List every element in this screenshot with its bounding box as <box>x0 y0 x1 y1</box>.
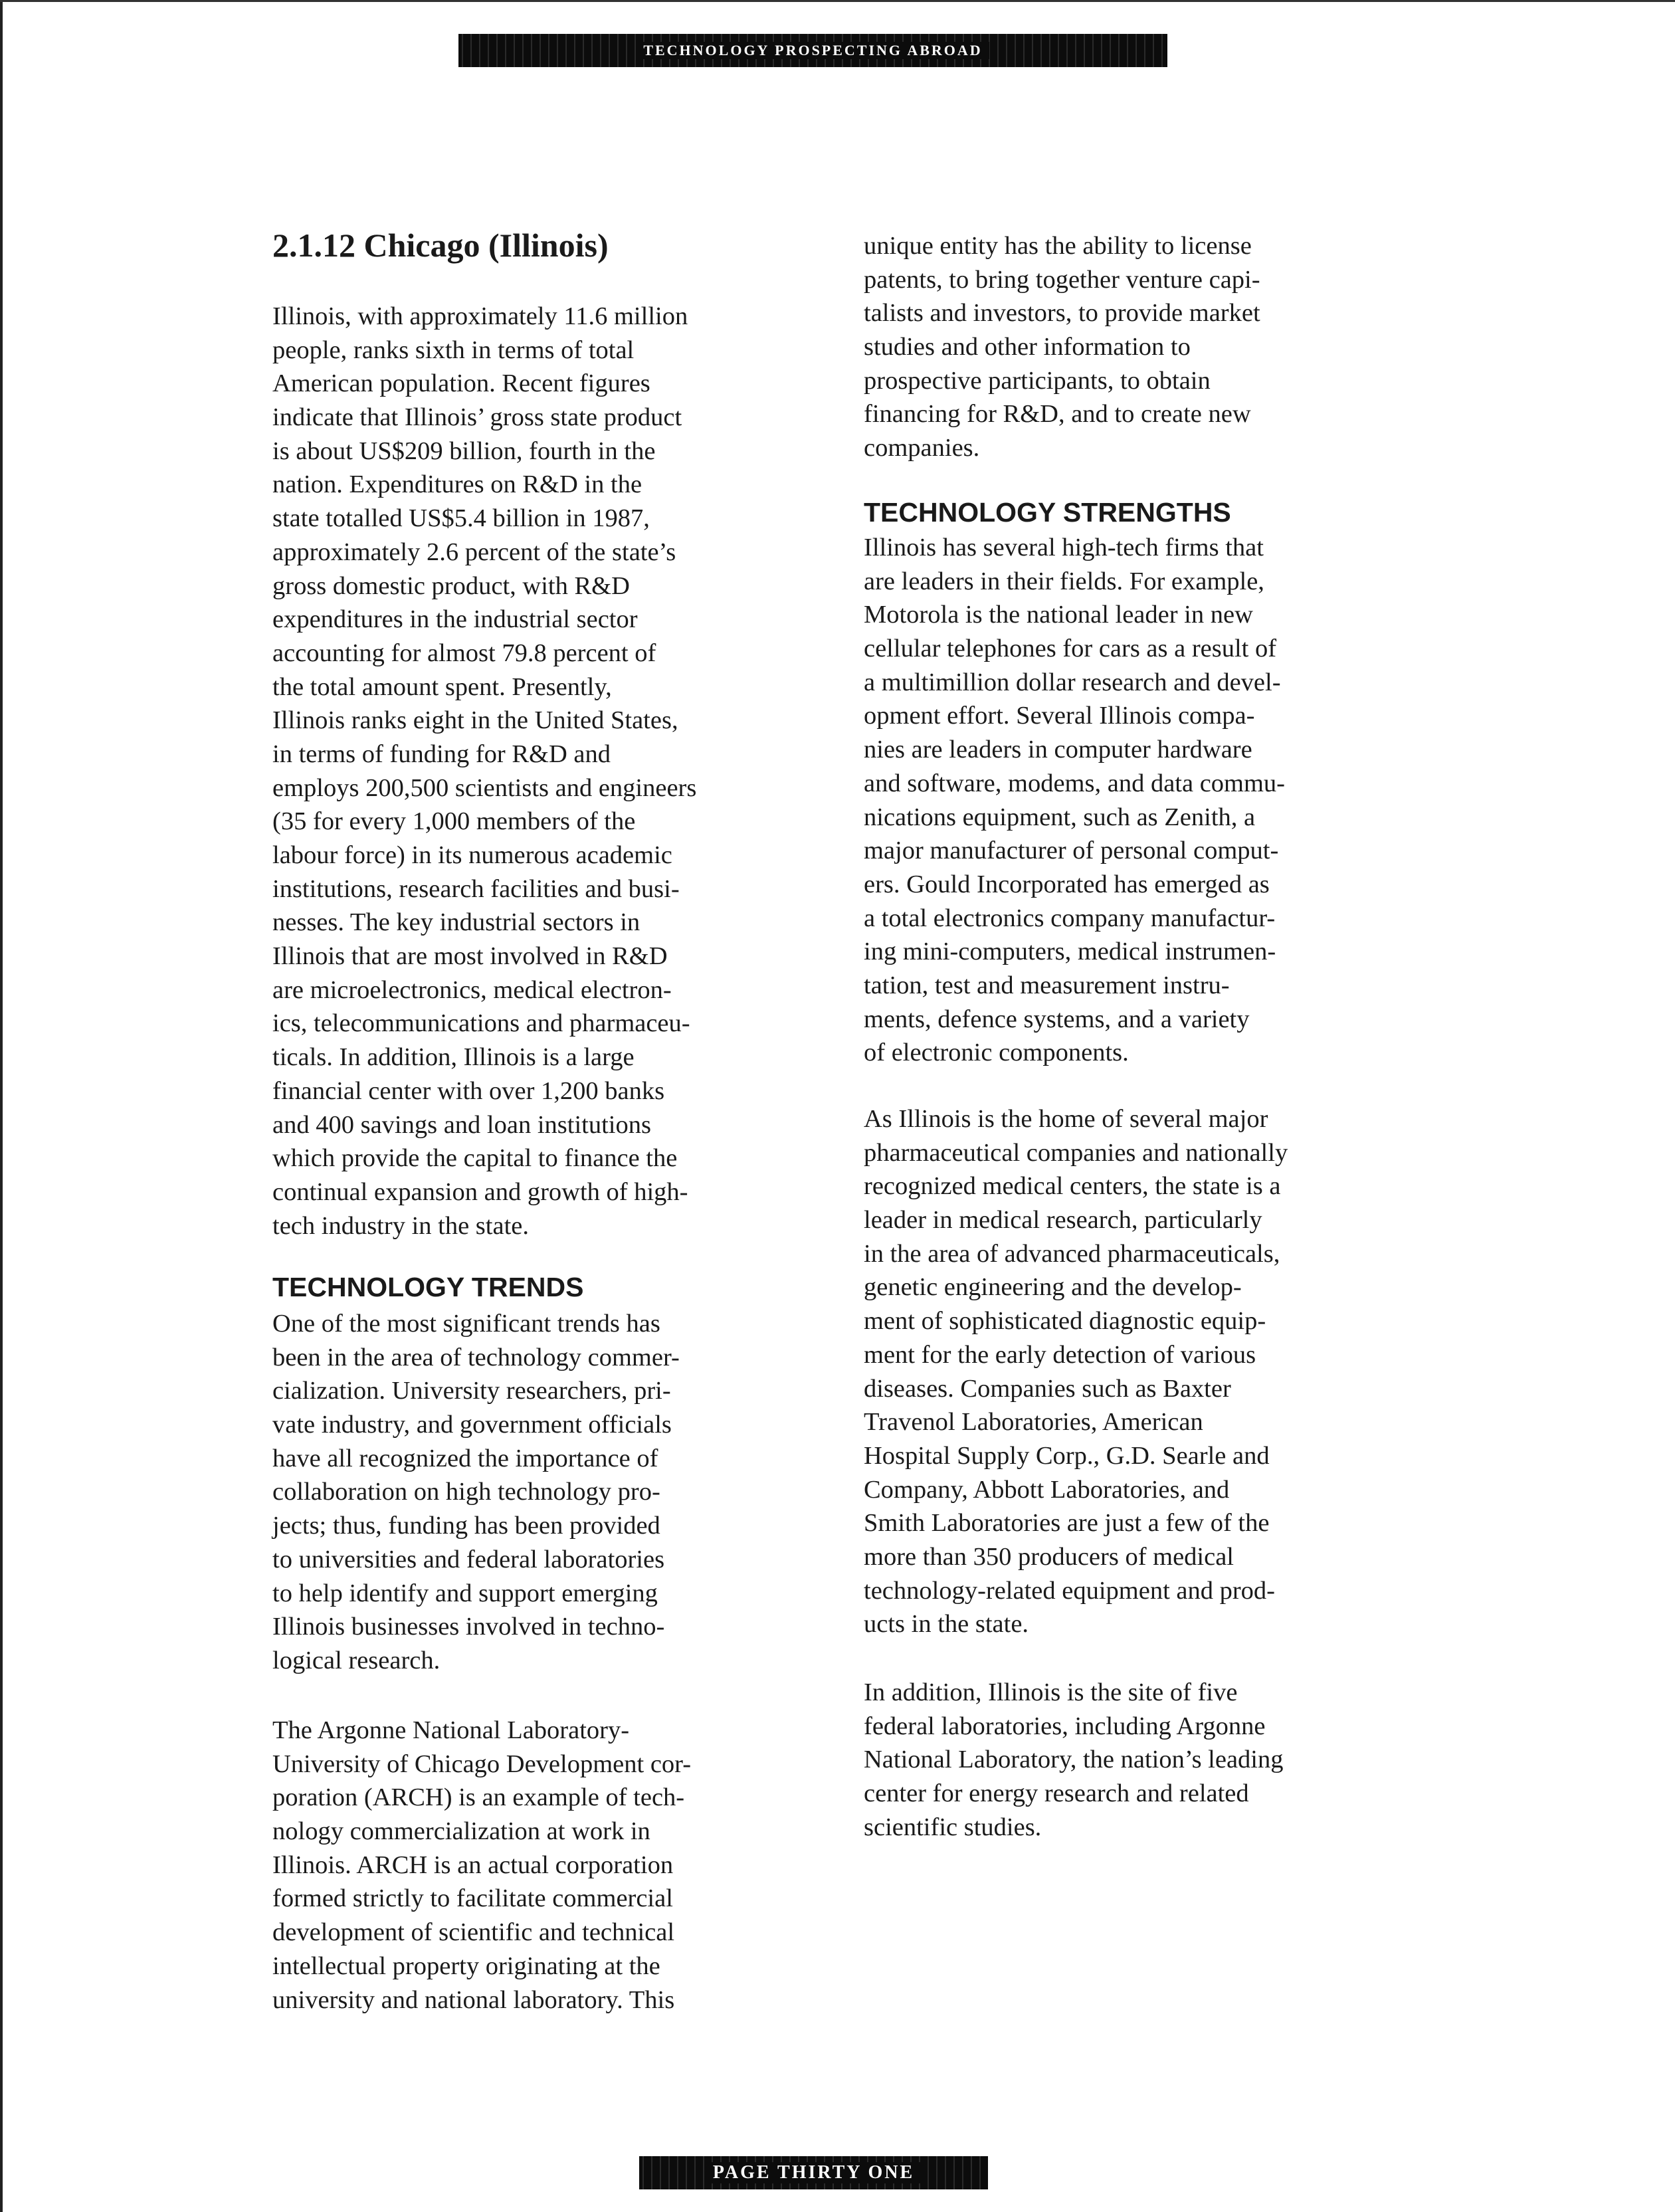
text-line: National Laboratory, the nation’s leading <box>864 1746 1284 1774</box>
text-line: jects; thus, funding has been provided <box>272 1512 660 1540</box>
text-line: Illinois. ARCH is an actual corporation <box>272 1851 674 1879</box>
text-line: center for energy research and related <box>864 1779 1249 1808</box>
text-line: logical research. <box>272 1646 441 1674</box>
text-line: and software, modems, and data commu- <box>864 769 1285 797</box>
page-number-text: PAGE THIRTY ONE <box>706 2162 921 2183</box>
text-line: the total amount spent. Presently, <box>272 672 612 701</box>
text-line: The Argonne National Laboratory- <box>272 1716 630 1744</box>
text-line: to help identify and support emerging <box>272 1579 658 1607</box>
text-line: nology commercialization at work in <box>272 1817 650 1846</box>
text-line: financing for R&D, and to create new <box>864 400 1251 429</box>
text-line: Hospital Supply Corp., G.D. Searle and <box>864 1441 1270 1470</box>
text-line: more than 350 producers of medical <box>864 1542 1234 1571</box>
text-line: cialization. University researchers, pri- <box>272 1377 671 1405</box>
strengths-paragraph <box>864 531 1369 1070</box>
text-line: continual expansion and growth of high- <box>272 1177 688 1206</box>
text-line: In addition, Illinois is the site of five <box>864 1678 1238 1706</box>
text-line: a total electronics company manufactur- <box>864 904 1276 932</box>
medical-paragraph <box>864 1102 1369 1641</box>
text-line: University of Chicago Development cor- <box>272 1750 692 1778</box>
page-top-edge <box>0 0 1675 2</box>
text-line: cellular telephones for cars as a result of <box>864 635 1277 663</box>
text-line: talists and investors, to provide market <box>864 299 1260 328</box>
arch-paragraph <box>272 1714 777 2017</box>
text-line: financial center with over 1,200 banks <box>272 1076 665 1105</box>
text-line: state totalled US$5.4 billion in 1987, <box>272 504 650 533</box>
running-header <box>458 34 1167 67</box>
intro-paragraph <box>272 300 777 1243</box>
text-line: which provide the capital to finance the <box>272 1144 678 1173</box>
text-line: opment effort. Several Illinois compa- <box>864 702 1255 730</box>
text-line: ucts in the state. <box>864 1610 1029 1639</box>
text-line: Illinois that are most involved in R&D <box>272 942 668 971</box>
text-line: studies and other information to <box>864 333 1191 361</box>
text-line: (35 for every 1,000 members of the <box>272 807 636 836</box>
running-header-text: TECHNOLOGY PROSPECTING ABROAD <box>637 42 989 59</box>
text-line: Illinois ranks eight in the United States, <box>272 706 678 735</box>
text-line: been in the area of technology commer- <box>272 1343 680 1371</box>
text-line: have all recognized the importance of <box>272 1444 658 1472</box>
text-line: genetic engineering and the develop- <box>864 1273 1242 1302</box>
page-number-footer <box>639 2156 988 2189</box>
text-line: ments, defence systems, and a variety <box>864 1005 1250 1033</box>
text-line: accounting for almost 79.8 percent of <box>272 639 656 667</box>
federal-labs-paragraph <box>864 1676 1369 1844</box>
text-line: Motorola is the national leader in new <box>864 601 1253 629</box>
text-line: university and national laboratory. This <box>272 1985 675 2014</box>
text-line: Illinois businesses involved in techno- <box>272 1613 665 1641</box>
text-line: unique entity has the ability to license <box>864 232 1252 260</box>
text-line: ing mini-computers, medical instrumen- <box>864 938 1276 966</box>
text-line: nications equipment, such as Zenith, a <box>864 803 1256 831</box>
text-line: nies are leaders in computer hardware <box>864 736 1252 764</box>
page-edge <box>0 0 3 2212</box>
text-line: institutions, research facilities and busi- <box>272 874 680 903</box>
text-line: tech industry in the state. <box>272 1211 529 1240</box>
text-line: leader in medical research, particularly <box>864 1206 1262 1235</box>
text-line: is about US$209 billion, fourth in the <box>272 437 656 465</box>
text-line: are microelectronics, medical electron- <box>272 975 672 1004</box>
text-line: major manufacturer of personal comput- <box>864 837 1279 865</box>
text-line: companies. <box>864 434 980 462</box>
trends-paragraph <box>272 1307 777 1678</box>
text-line: a multimillion dollar research and devel- <box>864 668 1281 696</box>
text-line: are leaders in their fields. For example, <box>864 567 1264 595</box>
text-line: nation. Expenditures on R&D in the <box>272 470 642 499</box>
text-line: pharmaceutical companies and nationally <box>864 1138 1288 1167</box>
text-line: Travenol Laboratories, American <box>864 1408 1203 1437</box>
text-line: people, ranks sixth in terms of total <box>272 336 635 364</box>
text-line: diseases. Companies such as Baxter <box>864 1374 1231 1403</box>
text-line: formed strictly to facilitate commercial <box>272 1884 673 1913</box>
text-line: gross domestic product, with R&D <box>272 571 630 600</box>
text-line: Smith Laboratories are just a few of the <box>864 1509 1270 1538</box>
text-line: expenditures in the industrial sector <box>272 605 638 634</box>
text-line: ics, telecommunications and pharmaceu- <box>272 1009 690 1038</box>
text-line: patents, to bring together venture capi- <box>864 265 1260 294</box>
text-line: ers. Gould Incorporated has emerged as <box>864 870 1270 898</box>
arch-continued-paragraph <box>864 229 1369 465</box>
text-line: of electronic components. <box>864 1039 1129 1067</box>
technology-trends-heading: TECHNOLOGY TRENDS <box>272 1272 584 1302</box>
text-line: Illinois, with approximately 11.6 million <box>272 302 688 330</box>
text-line: Company, Abbott Laboratories, and <box>864 1475 1230 1504</box>
text-line: and 400 savings and loan institutions <box>272 1110 651 1139</box>
text-line: collaboration on high technology pro- <box>272 1478 660 1506</box>
text-line: indicate that Illinois’ gross state product <box>272 403 682 432</box>
text-line: poration (ARCH) is an example of tech- <box>272 1783 685 1812</box>
text-line: nesses. The key industrial sectors in <box>272 908 640 937</box>
text-line: recognized medical centers, the state is a <box>864 1172 1281 1201</box>
technology-strengths-heading: TECHNOLOGY STRENGTHS <box>864 497 1231 528</box>
text-line: technology-related equipment and prod- <box>864 1576 1275 1605</box>
text-line: in terms of funding for R&D and <box>272 740 611 768</box>
text-line: vate industry, and government officials <box>272 1411 672 1439</box>
text-line: ment for the early detection of various <box>864 1340 1256 1369</box>
text-line: federal laboratories, including Argonne <box>864 1712 1266 1740</box>
text-line: American population. Recent figures <box>272 369 650 398</box>
text-line: As Illinois is the home of several major <box>864 1105 1268 1133</box>
text-line: ment of sophisticated diagnostic equip- <box>864 1307 1266 1336</box>
text-line: intellectual property originating at the <box>272 1952 660 1980</box>
text-line: tation, test and measurement instru- <box>864 971 1230 999</box>
text-line: One of the most significant trends has <box>272 1310 660 1338</box>
text-line: approximately 2.6 percent of the state’s <box>272 538 676 566</box>
text-line: employs 200,500 scientists and engineers <box>272 773 697 802</box>
section-title: 2.1.12 Chicago (Illinois) <box>272 227 609 264</box>
text-line: ticals. In addition, Illinois is a large <box>272 1043 635 1072</box>
text-line: prospective participants, to obtain <box>864 366 1211 395</box>
text-line: to universities and federal laboratories <box>272 1545 665 1573</box>
text-line: scientific studies. <box>864 1813 1042 1841</box>
text-line: development of scientific and technical <box>272 1918 675 1947</box>
text-line: labour force) in its numerous academic <box>272 841 672 869</box>
text-line: Illinois has several high-tech firms that <box>864 534 1264 561</box>
text-line: in the area of advanced pharmaceuticals, <box>864 1239 1280 1268</box>
